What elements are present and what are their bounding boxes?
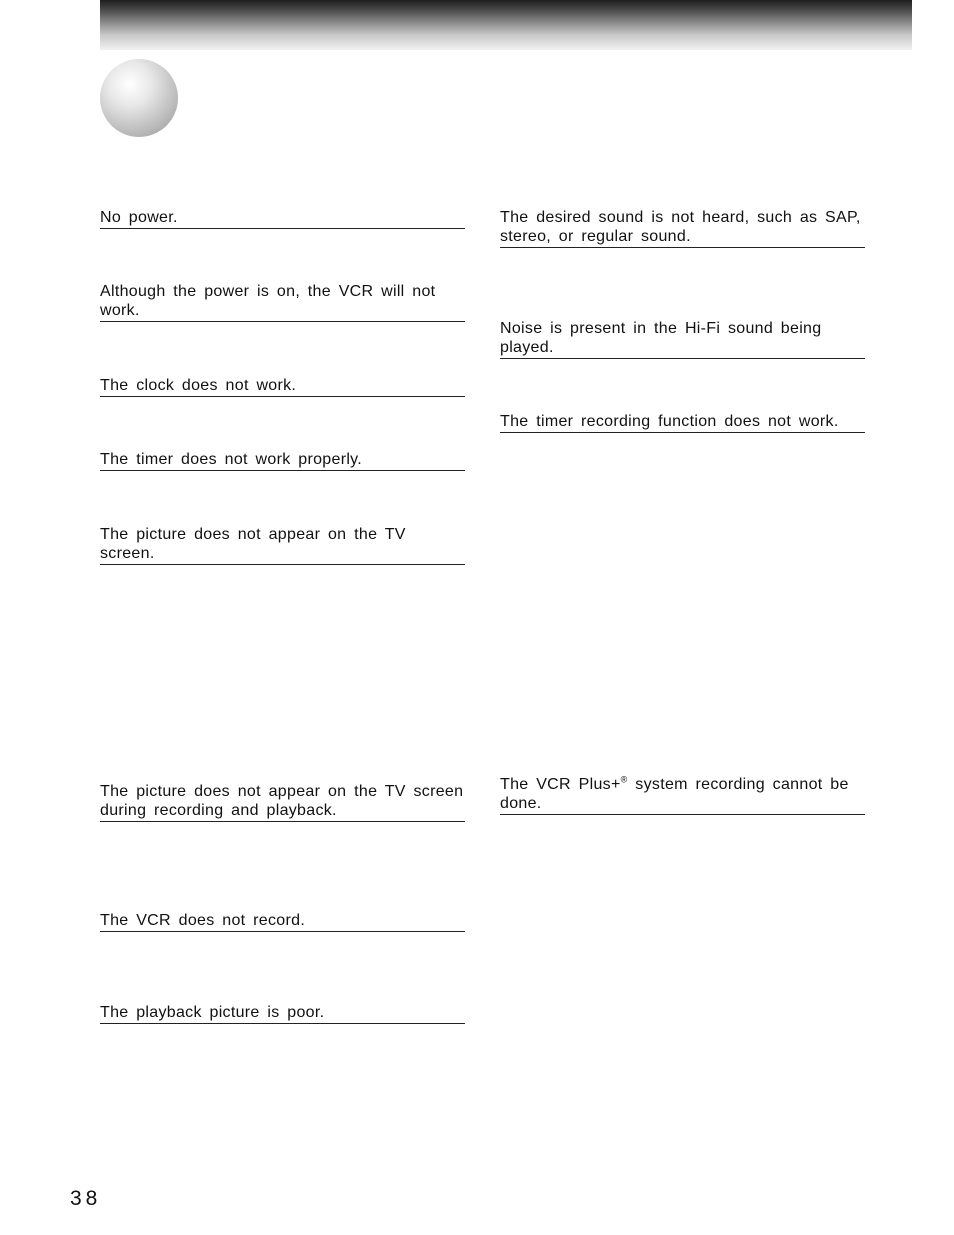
problem-item: The clock does not work. (100, 376, 465, 397)
problem-item: The picture does not appear on the TV screen. (100, 525, 465, 565)
problem-item: The timer recording function does not work. (500, 412, 865, 433)
problem-item: The picture does not appear on the TV screen during recording and playback. (100, 782, 465, 822)
problem-item: The playback picture is poor. (100, 1003, 465, 1024)
header-bar (100, 0, 912, 50)
problem-item: The VCR does not record. (100, 911, 465, 932)
problem-item: No power. (100, 208, 465, 229)
vcr-plus-text-rest: system recording cannot be done. (500, 776, 849, 812)
section-circle-icon (100, 59, 178, 137)
page-number: 38 (70, 1187, 102, 1210)
vcr-plus-text: The VCR Plus+ (500, 776, 621, 793)
problem-item: Noise is present in the Hi-Fi sound being played. (500, 319, 865, 359)
problem-item: Although the power is on, the VCR will not work. (100, 282, 465, 322)
registered-mark: ® (620, 774, 628, 785)
problem-item: The timer does not work properly. (100, 450, 465, 471)
problem-item-vcr-plus (500, 775, 865, 815)
problem-item: The desired sound is not heard, such as SAP, stereo, or regular sound. (500, 208, 865, 248)
